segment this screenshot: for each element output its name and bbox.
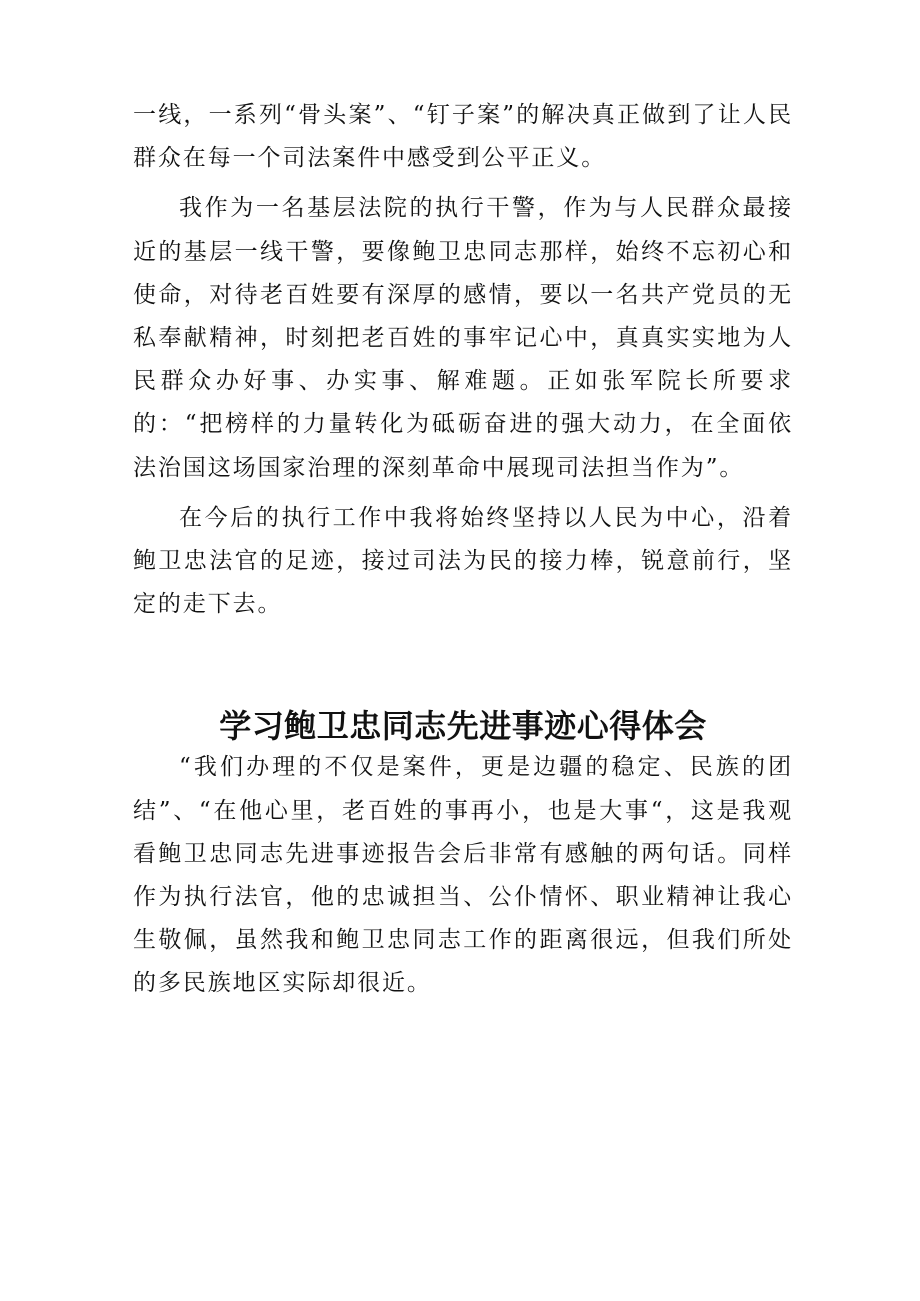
paragraph-gap (133, 490, 793, 497)
paragraph-reflection: “我们办理的不仅是案件，更是边疆的稳定、民族的团结”、“在他心里，老百姓的事再小，也是大事“，这是我观看鲍卫忠同志先进事迹报告会后非常有感触的两句话。同样作为执行法官，他的忠诚担当、公仆情怀、职业精神让我心生敬佩，虽然我和鲍卫忠同志工作的距离很远，但我们所处的多民族地区实际却很近。 (133, 754, 793, 997)
section-title: 学习鲍卫忠同志先进事迹心得体会 (219, 707, 707, 746)
paragraph-gap (133, 180, 793, 187)
paragraph-continuation: 一线，一系列“骨头案”、“钉子案”的解决真正做到了让人民群众在每一个司法案件中感受到公平正义。 (133, 102, 793, 172)
document-body (133, 94, 793, 1006)
paragraph-executive-officer: 我作为一名基层法院的执行干警，作为与人民群众最接近的基层一线干警，要像鲍卫忠同志那样，始终不忘初心和使命，对待老百姓要有深厚的感情，要以一名共产党员的无私奉献精神，时刻把老百姓的事牢记心中，真真实实地为人民群众办好事、办实事、解难题。正如张军院长所要求的：“把榜样的力量转化为砥砺奋进的强大动力，在全面依法治国这场国家治理的深刻革命中展现司法担当作为”。 (133, 195, 793, 481)
paragraph-future-work: 在今后的执行工作中我将始终坚持以人民为中心，沿着鲍卫忠法官的足迹，接过司法为民的接力棒，锐意前行，坚定的走下去。 (133, 504, 793, 618)
